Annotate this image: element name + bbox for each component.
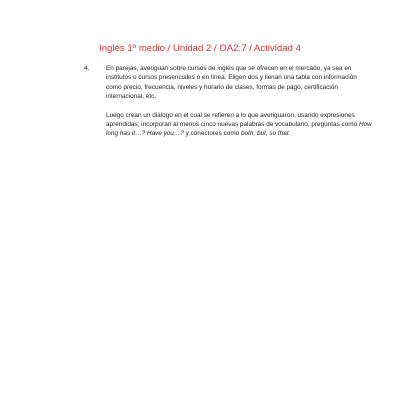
activity-paragraph-1: En parejas, averiguan sobre cursos de inglés que se ofrecen en el mercado, ya sea en institutos o cursos presenciales o en línea. Eligen dos y llenan una tabla con información como precio, frecuencia, niveles y horario de clases, formas de pago, certificación internacional, etc. [106, 65, 357, 100]
example-questions: How long has it…? Have you…? [106, 120, 372, 138]
paragraph-2-text-after: . [288, 130, 291, 138]
activity-number: 4. [84, 65, 90, 72]
activity-paragraph-2 [106, 111, 374, 139]
page-title: Inglés 1º medio / Unidad 2 / OA2;7 / Actividad 4 [99, 43, 301, 54]
activity-body [106, 64, 374, 139]
paragraph-2-text-middle: y conectores como [183, 130, 241, 138]
activity-item [84, 64, 374, 139]
paragraph-2-text-before: Luego crean un diálogo en el cual se refieren a lo que averiguaron, usando expresiones aprendidas; incorporan al menos cinco nuevas palabras de vocabulario, preguntas como [106, 111, 359, 128]
example-connectors: both, but, so that [240, 130, 289, 138]
